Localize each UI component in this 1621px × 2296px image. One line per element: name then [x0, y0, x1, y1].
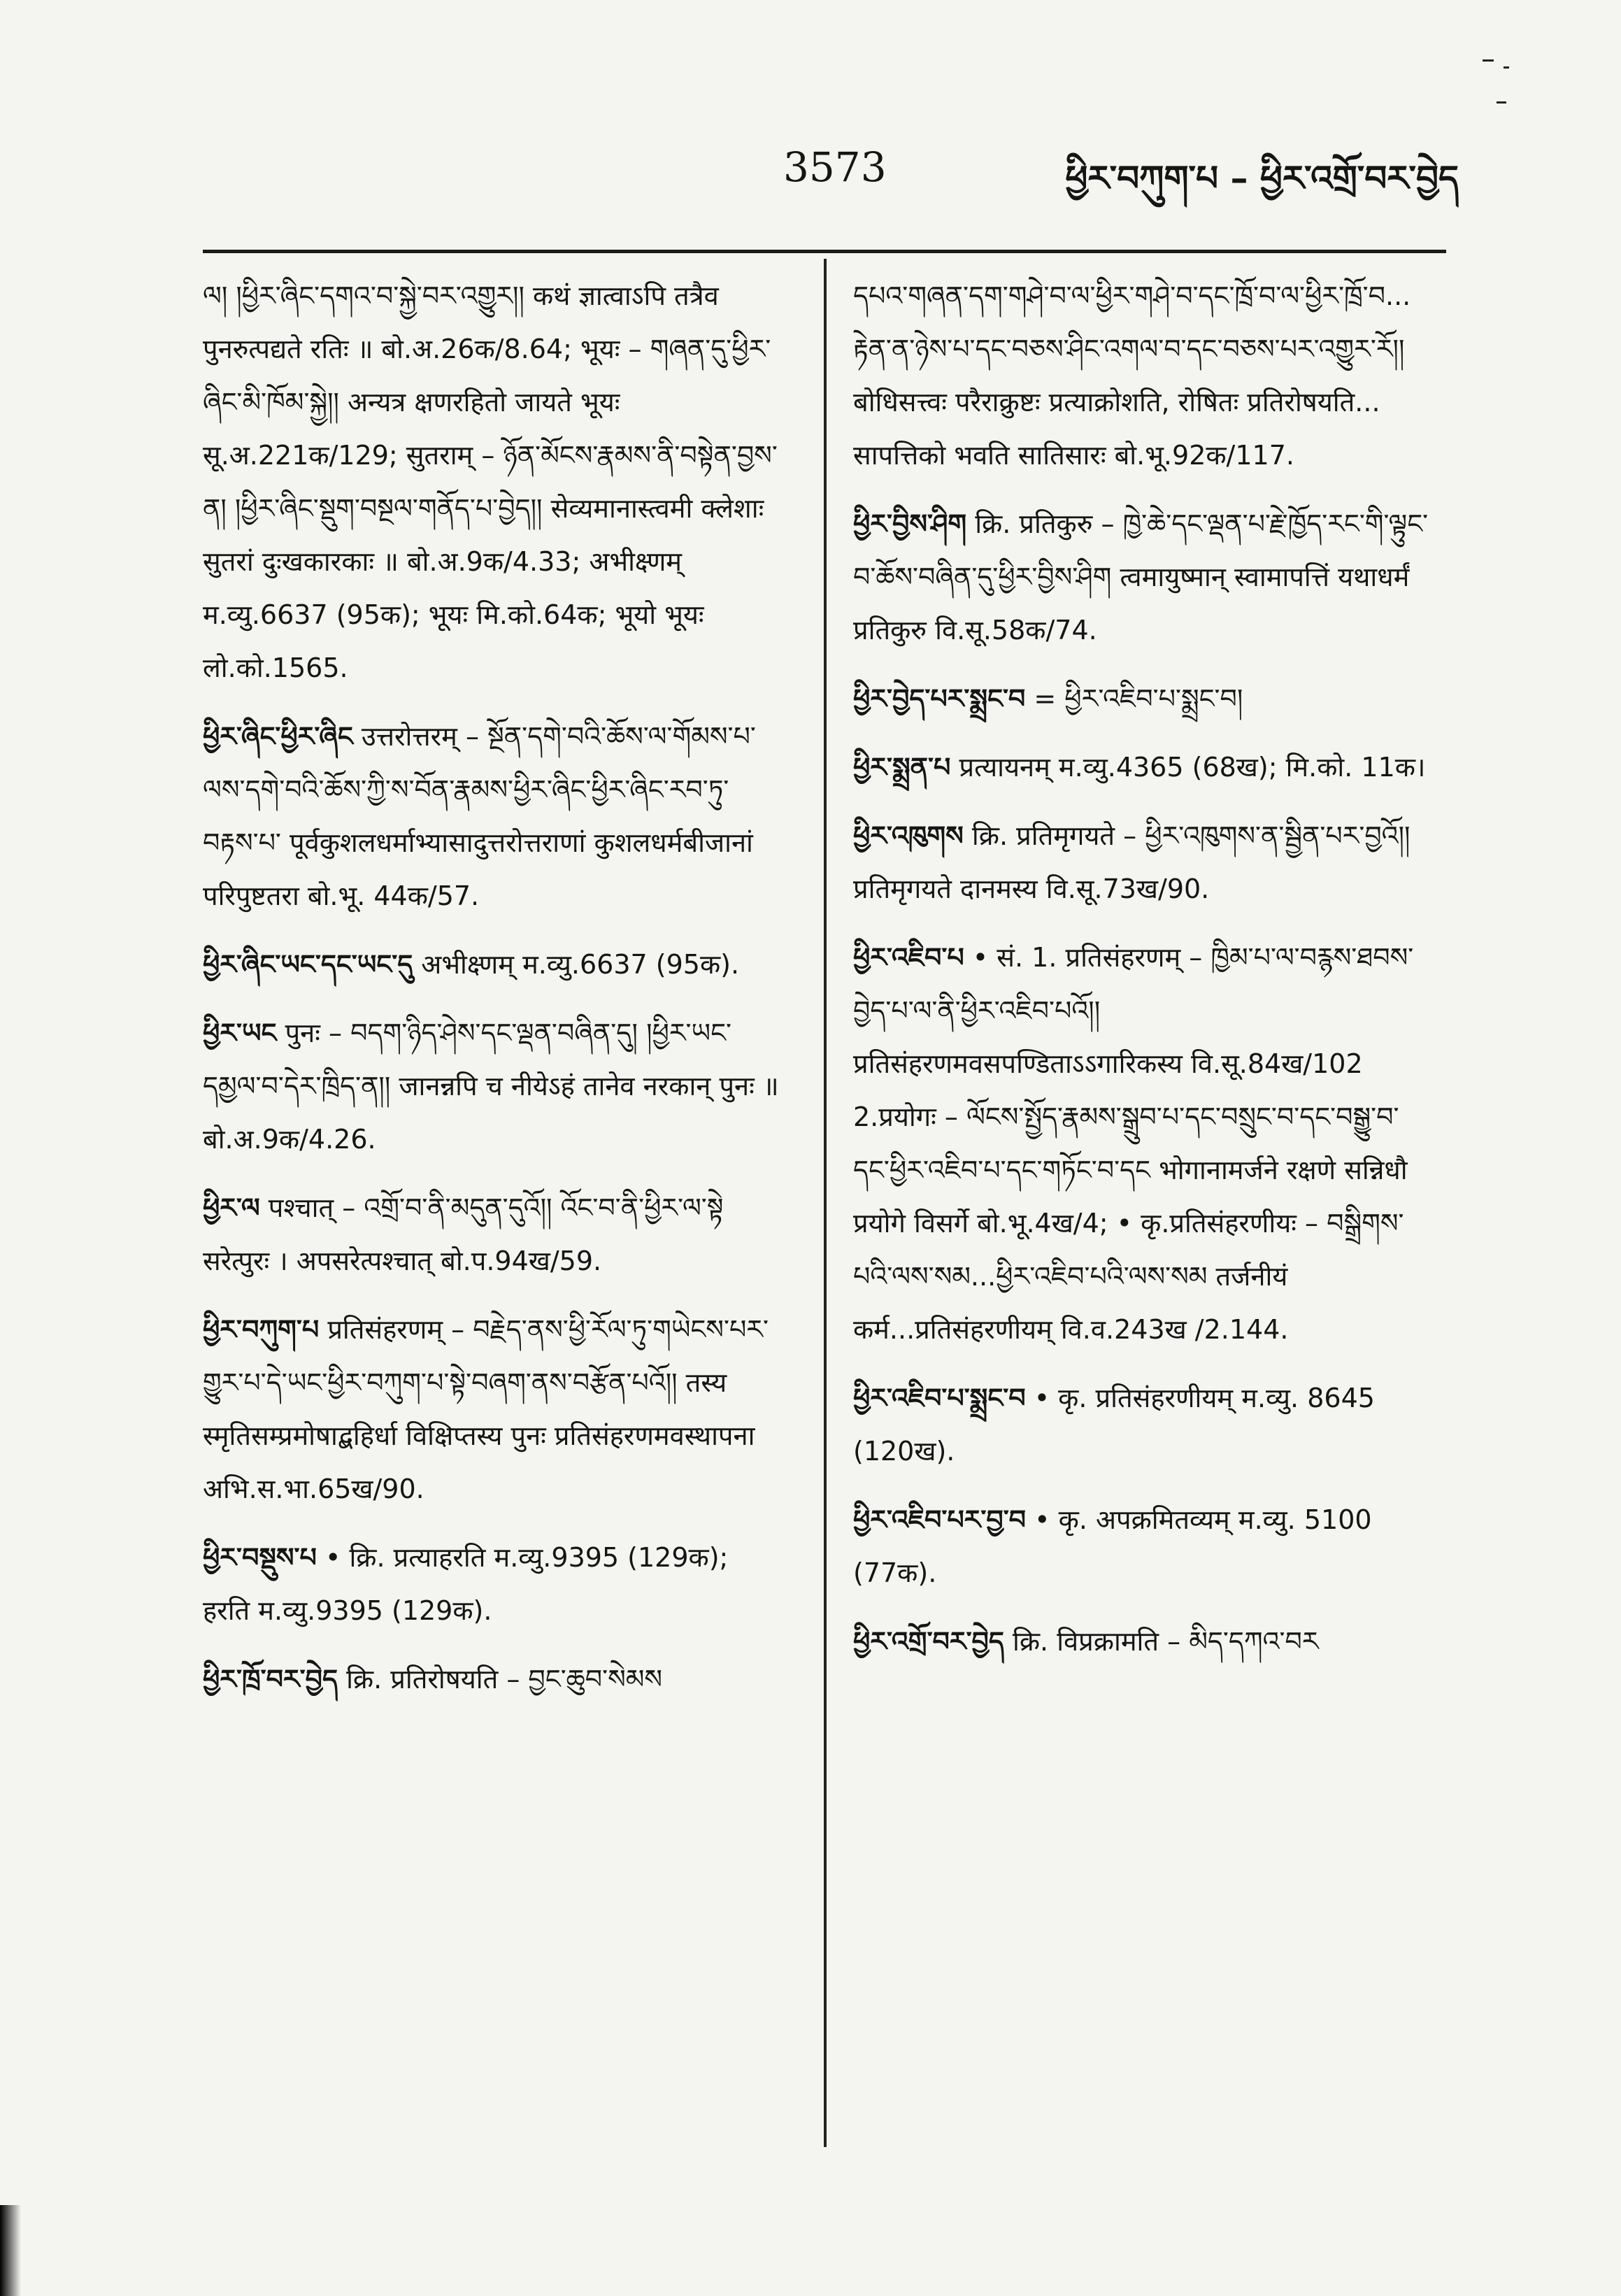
entry-text: དཔའ་གཞན་དག་གཤེ་བ་ལ་ཕྱིར་གཤེ་བ་དང་ཁྲོ་བ་ལ་ཕྱིར་ཁྲོ་བ... རྟེན་ན་ཉེས་པ་དང་བཅས་ཤིང་འགལ་བ་དང་བཅས་པར་འགྱུར་རོ།། बोधिसत्त्वः परैराक्रुष्टः प्रत्याक्रोशति, रोषितः प्रतिरोषयति... सापत्तिको भवति सातिसारः बो.भू.92क/117.	[853, 280, 1411, 471]
entry-headword: ཕྱིར་བསྡུས་པ	[203, 1542, 317, 1573]
dictionary-entry	[203, 710, 783, 922]
entry-text: क्रि. प्रतिमृगयते – ཕྱིར་འཁུགས་ན་སྦྱིན་པར་བྱའོ།། प्रतिमृगयते दानमस्य वि.सू.73ख/90.	[853, 820, 1411, 904]
entry-text: प्रतिसंहरणम् – བརྗེད་ནས་ཕྱི་རོལ་ཏུ་གཡེངས་པར་གྱུར་པ་དེ་ཡང་ཕྱིར་བཀུག་པ་སྟེ་བཞག་ནས་བརྩོན་པའོ།། तस्य स्मृतिसम्प्रमोषाद्बहिर्धा विक्षिप्तस्य पुनः प्रतिसंहरणमवस्थापना अभि.स.भा.65ख/90.	[203, 1314, 769, 1504]
dictionary-entry	[853, 1493, 1434, 1599]
entry-text: पश्चात् – འགྲོ་བ་ནི་མདུན་དུའོ།། འོང་བ་ནི་ཕྱིར་ལ་སྟེ सरेत्पुरः । अपसरेत्पश्चात् बो.प.94ख/59.	[203, 1192, 724, 1276]
entry-text: क्रि. प्रतिकुरु – ཁྱེ་ཆེ་དང་ལྡན་པ་རྗེ་ཁྱོད་རང་གི་ལྟུང་བ་ཆོས་བཞིན་དུ་ཕྱིར་བྱིས་ཤིག त्वमायुष्मान् स्वामापत्तिं यथाधर्मं प्रतिकुरु वि.सू.58क/74.	[853, 508, 1429, 646]
dictionary-entry	[853, 809, 1434, 915]
entry-text: • कृ. अपक्रमितव्यम् म.व्यु. 5100 (77क).	[853, 1504, 1372, 1588]
entry-text: क्रि. विप्रक्रामति – མིད་དཀའ་བར	[1013, 1626, 1319, 1657]
entry-headword: ཕྱིར་འཁུགས	[853, 820, 964, 851]
entry-headword: ཕྱིར་ཞིང་ཕྱིར་ཞིང	[203, 721, 353, 752]
entry-text: पुनः – བདག་ཉིད་ཤེས་དང་ལྡན་བཞིན་དུ། །ཕྱིར་ཡང་དམྱལ་བ་དེར་ཁྲིད་ན།། जानन्नपि च नीयेऽहं तानेव नरकान् पुनः ॥ बो.अ.9क/4.26.	[203, 1018, 779, 1155]
running-head: ཕྱིར་བཀུག་པ – ཕྱིར་འགྲོ་བར་བྱེད	[1065, 158, 1459, 199]
scan-speck	[1497, 101, 1506, 104]
dictionary-entry	[853, 741, 1434, 794]
dictionary-entry	[203, 1653, 783, 1706]
entry-text: = ཕྱིར་འཇིབ་པ་སྨྲང་བ།	[1034, 683, 1243, 714]
dictionary-entry	[853, 1615, 1434, 1668]
entry-text: प्रत्यायनम् म.व्यु.4365 (68ख); मि.को. 11क।	[959, 752, 1426, 783]
scan-speck	[1504, 66, 1509, 69]
dictionary-entry	[853, 672, 1434, 725]
dictionary-entry	[203, 1303, 783, 1516]
dictionary-entry	[853, 497, 1434, 657]
header-rule	[203, 250, 1446, 253]
entry-text: ལ། །ཕྱིར་ཞིང་དགའ་བ་སྐྱེ་བར་འགྱུར།། कथं ज्ञात्वाऽपि तत्रैव पुनरुत्पद्यते रतिः ॥ बो.अ.26क/8.64; भूयः – གཞན་དུ་ཕྱིར་ཞིང་མི་ཁོམ་སྐྱེ།། अन्यत्र क्षणरहितो जायते भूयः सू.अ.221क/129; सुतराम् – ཉོན་མོངས་རྣམས་ནི་བསྟེན་བྱས་ན། །ཕྱིར་ཞིང་སྡུག་བསྔལ་གནོད་པ་བྱེད།། सेव्यमानास्त्वमी क्लेशाः सुतरां दुःखकारकाः ॥ बो.अ.9क/4.33; अभीक्ष्णम् म.व्यु.6637 (95क); भूयः मि.को.64क; भूयो भूयः लो.को.1565.	[203, 280, 778, 683]
scan-speck	[1483, 59, 1494, 62]
dictionary-entry	[203, 1531, 783, 1637]
entry-headword: ཕྱིར་ཡང	[203, 1018, 277, 1048]
entry-headword: ཕྱིར་ཁྲོ་བར་བྱེད	[203, 1664, 338, 1695]
entry-headword: ཕྱིར་འཇིབ་པ་སྨྲང་བ	[853, 1383, 1026, 1413]
entry-headword: ཕྱིར་ལ	[203, 1192, 260, 1223]
dictionary-entry	[853, 269, 1434, 482]
entry-text: • सं. 1. प्रतिसंहरणम् – ཁྱིམ་པ་ལ་བརྙས་ཐབས་བྱེད་པ་ལ་ནི་ཕྱིར་འཇིབ་པའོ།། प्रतिसंहरणमवसपण्डिताऽऽगारिकस्य वि.सू.84ख/102 2.प्रयोगः – ལོངས་སྤྱོད་རྣམས་སྒྲུབ་པ་དང་བསྲུང་བ་དང་བསྒྱུ་བ་དང་ཕྱིར་འཇིབ་པ་དང་གཏོང་བ་དང भोगानामर्जने रक्षणे सन्निधौ प्रयोगे विसर्गे बो.भू.4ख/4; • कृ.प्रतिसंहरणीयः – བསྒྲིགས་པའི་ལས་སམ...ཕྱིར་འཇིབ་པའི་ལས་སམ तर्जनीयं कर्म...प्रतिसंहरणीयम् वि.व.243ख /2.144.	[853, 942, 1414, 1345]
page-number: 3573	[783, 143, 887, 191]
entry-headword: ཕྱིར་སྨྲན་པ	[853, 752, 951, 783]
entry-headword: ཕྱིར་འཇིབ་པ	[853, 942, 964, 973]
entry-headword: ཕྱིར་འཇིབ་པར་བྱ་བ	[853, 1504, 1027, 1535]
entry-text: उत्तरोत्तरम् – སྔོན་དགེ་བའི་ཆོས་ལ་གོམས་པ་ལས་དགེ་བའི་ཆོས་ཀྱི་ས་བོན་རྣམས་ཕྱིར་ཞིང་ཕྱིར་ཞིང་རབ་ཏུ་བརྟས་པ་ पूर्वकुशलधर्माभ्यासादुत्तरोत्तराणां कुशलधर्मबीजानां परिपुष्टतरा बो.भू. 44क/57.	[203, 721, 756, 911]
entry-headword: ཕྱིར་བཀུག་པ	[203, 1314, 320, 1345]
right-column	[853, 269, 1434, 1683]
left-column	[203, 269, 783, 1721]
entry-headword: ཕྱིར་འགྲོ་བར་བྱེད	[853, 1626, 1004, 1657]
scan-edge-shadow	[0, 2205, 21, 2296]
entry-text: क्रि. प्रतिरोषयति – བྱང་ཆུབ་སེམས	[346, 1664, 663, 1695]
dictionary-entry	[203, 1181, 783, 1288]
dictionary-entry	[203, 269, 783, 694]
entry-text: • क्रि. प्रत्याहरति म.व्यु.9395 (129क); हरति म.व्यु.9395 (129क).	[203, 1542, 729, 1626]
entry-text: अभीक्ष्णम् म.व्यु.6637 (95क).	[421, 949, 740, 980]
column-divider	[824, 259, 827, 2147]
dictionary-entry	[203, 1006, 783, 1166]
dictionary-entry	[853, 931, 1434, 1356]
entry-headword: ཕྱིར་ཞིང་ཡང་དང་ཡང་དུ	[203, 949, 413, 980]
dictionary-entry	[853, 1371, 1434, 1478]
dictionary-entry	[203, 938, 783, 991]
entry-text: • कृ. प्रतिसंहरणीयम् म.व्यु. 8645 (120ख).	[853, 1383, 1375, 1467]
entry-headword: ཕྱིར་བྱིས་ཤིག	[853, 508, 967, 539]
entry-headword: ཕྱིར་བྱེད་པར་སྨྲང་བ	[853, 683, 1026, 714]
